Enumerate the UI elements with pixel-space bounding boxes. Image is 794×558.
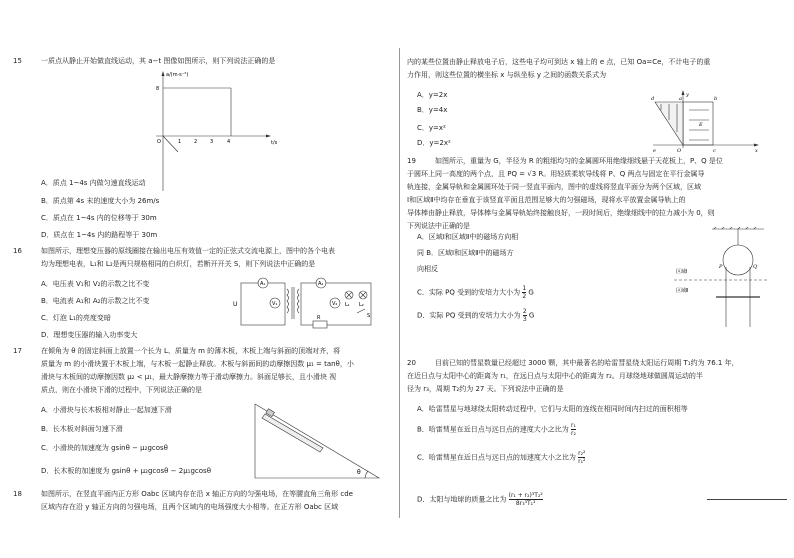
q18-x-label: x xyxy=(755,148,758,152)
q20-d-denominator: 8r₃³T₁² xyxy=(509,499,543,507)
q19-d-numerator: 2 xyxy=(522,308,527,315)
q18-stem xyxy=(13,488,353,514)
q19-option-d xyxy=(417,308,534,323)
q15-x-label: t/s xyxy=(271,140,278,146)
q16-v1-label: V₁ xyxy=(272,301,278,307)
q16-r-label: R xyxy=(317,315,321,321)
q19-option-c xyxy=(417,285,534,300)
q19-option-c-fraction xyxy=(522,285,526,300)
q15-x-tick-1: 1 xyxy=(178,139,182,145)
q15-x-tick-4: 4 xyxy=(227,139,231,145)
q19-c-denominator: 2 xyxy=(522,293,527,300)
q19-text-2: 于圆环上同一高度的两个点，且 PQ = √3 R。用轻质柔软导线将 P、Q 两点与固定在平行金属导 xyxy=(407,170,705,178)
q19-stem xyxy=(407,155,723,233)
q19-option-b: 同 B．区域Ⅰ和区域Ⅱ中的磁场方 xyxy=(417,249,514,257)
q18-continued-stem xyxy=(407,56,710,82)
q20-option-a: A．哈雷彗星与地球绕太阳转动过程中，它们与太阳的连线在相同时间内扫过的面积相等 xyxy=(417,405,688,413)
q20-text-2: 在近日点与太阳中心的距离为 r₁，在远日点与太阳中心的距离为 r₂。月球绕地球做圆周运动的半 xyxy=(407,372,703,380)
q19-text-6: 下列说法中正确的是 xyxy=(407,222,470,230)
q19-option-b-cont: 向相反 xyxy=(417,265,438,273)
q18-text-3: 内的某些位置由静止释放电子后，这些电子均可到达 x 轴上的 e 点，已知 Oa=Ce，不计电子的重 xyxy=(407,58,711,66)
q17-text-3: 滑块与木板间的动摩擦因数 μ₂ < μ₁，最大静摩擦力等于滑动摩擦力。斜面足够长，且小滑块 视 xyxy=(41,373,337,381)
q15-x-tick-3: 3 xyxy=(210,139,214,145)
q19-option-c-text: C．实际 PQ 受到的安培力大小为 xyxy=(417,288,521,297)
q19-text-1: 如图所示，重量为 G，半径为 R 的粗细均匀的金属圆环用绝缘细线悬于天花板上，P、Q 是位 xyxy=(435,157,723,165)
q17-option-d: D．长木板的加速度为 gsinθ + μ₂gcosθ − 2μ₁gcosθ xyxy=(41,467,211,475)
q20-option-b-text: B．哈雷彗星在近日点与远日点的速度大小之比为 xyxy=(417,425,569,434)
q16-l1-label: L₁ xyxy=(345,302,350,308)
q20-c-numerator: r₂² xyxy=(578,450,586,457)
q18-a-label: a xyxy=(679,96,682,102)
q15-y-tick: 8 xyxy=(156,86,160,92)
q16-option-c: C．灯泡 L₁的亮度变暗 xyxy=(41,314,111,322)
q20-option-b-fraction xyxy=(571,422,576,437)
q15-option-c: C．质点在 1~4s 内的位移等于 30m xyxy=(41,214,157,222)
q20-option-c xyxy=(417,450,585,465)
q17-option-c: C．小滑块的加速度为 gsinθ − μ₂gcosθ xyxy=(41,444,168,452)
q18-text-2: 区域内存在沿 y 轴正方向的匀强电场，且两个区域内的电场强度大小相等。在正方形 Oabc 区域 xyxy=(41,503,339,511)
q19-text-3: 轨连接，金属导轨和金属圆环处于同一竖直平面内，图中的虚线将竖直平面分为两个区域，区域 xyxy=(407,183,701,191)
q17-text-2: 质量为 m 的小滑块置于木板上端，与木板一起静止释放。木板与斜面间的动摩擦因数 μ₁ = tanθ，小 xyxy=(41,360,354,368)
q17-stem xyxy=(13,345,354,397)
q17-option-a: A．小滑块与长木板相对静止一起加速下滑 xyxy=(41,406,172,414)
q16-stem xyxy=(13,245,335,271)
q20-b-denominator: r₂ xyxy=(571,430,576,437)
q18-e-label: e xyxy=(653,148,656,152)
q19-region2-label: 区域Ⅱ xyxy=(676,288,689,294)
q20-option-b xyxy=(417,422,576,437)
q15-option-b: B．质点第 4s 末的速度大小为 26m/s xyxy=(41,197,160,205)
q15-option-a: A．质点 1~4s 内做匀速直线运动 xyxy=(41,179,146,187)
q18-option-d: D．y=2x² xyxy=(417,139,451,147)
q16-number: 16 xyxy=(13,247,22,255)
q15-number: 15 xyxy=(13,57,22,65)
q17-number: 17 xyxy=(13,347,22,355)
q19-text-5: 导体棒由静止释放，导体棒与金属导轨始终接触良好，一段时间后，绝缘细线中的拉力减小为 0，则 xyxy=(407,209,715,217)
q18-field-figure xyxy=(643,90,763,152)
q17-theta-label: θ xyxy=(357,469,361,476)
q20-number: 20 xyxy=(407,359,416,367)
q15-at-graph xyxy=(138,66,288,196)
q19-c-numerator: 1 xyxy=(522,285,527,292)
q18-text-4: 力作用，则这些位置的横坐标 x 与纵坐标 y 之间的函数关系式为 xyxy=(407,71,607,79)
q15-y-label: a/(m·s⁻²) xyxy=(166,72,189,78)
q18-option-c: C．y=x² xyxy=(417,124,446,132)
q15-stem xyxy=(13,56,275,66)
q20-option-c-fraction xyxy=(578,450,585,465)
q20-option-d xyxy=(417,492,543,507)
q19-region1-label: 区域Ⅰ xyxy=(676,269,688,275)
q19-number: 19 xyxy=(407,157,416,165)
q20-stem xyxy=(407,357,739,396)
q19-q-label: Q xyxy=(753,264,758,270)
q16-option-a: A．电压表 V₁和 V₂的示数之比不变 xyxy=(41,280,150,288)
q16-v2-label: V₂ xyxy=(332,301,338,307)
q17-text-1: 在倾角为 θ 的固定斜面上放置一个长为 L、质量为 m 的薄木板，木板上端与斜面的顶端对齐，将 xyxy=(41,347,341,355)
q19-option-d-fraction xyxy=(523,308,527,323)
q16-text-1: 如图所示，理想变压器的原线圈接在输出电压有效值一定的正弦式交流电源上，图中的各个电表 xyxy=(41,247,335,255)
q20-option-d-fraction xyxy=(509,492,543,507)
q16-option-d: D．理想变压器的输入功率变大 xyxy=(41,331,138,339)
q20-c-denominator: r₁² xyxy=(578,458,586,465)
q15-origin: O xyxy=(157,139,161,145)
q16-circuit xyxy=(231,275,381,333)
q20-d-numerator: (r₁ + r₂)³T₂² xyxy=(508,492,543,499)
q16-u-label: U xyxy=(233,301,238,308)
q19-option-d-g: G xyxy=(528,311,535,320)
q18-number: 18 xyxy=(13,490,22,498)
q16-l2-label: L₂ xyxy=(359,302,364,308)
q20-b-numerator: r₁ xyxy=(571,422,576,429)
q19-d-denominator: 3 xyxy=(522,316,527,323)
q18-e-field-label: E xyxy=(699,122,703,128)
q15-text: 一质点从静止开始做直线运动，其 a−t 图像如图所示，则下列说法正确的是 xyxy=(41,57,276,65)
q18-b-label: b xyxy=(714,96,718,102)
q16-text-2: 均为理想电表，L₁和 L₂是两只规格相同的白炽灯，若断开开关 S，则下列说法中正确的是 xyxy=(41,260,316,268)
q18-option-a: A．y=2x xyxy=(417,91,448,99)
q16-a1-label: A₁ xyxy=(260,281,266,287)
q17-incline-figure xyxy=(253,402,383,482)
q20-text-1: 目前已知的彗星数量已经超过 3000 颗，其中最著名的哈雷彗星绕太阳运行周期 T₁约为 76.1 年， xyxy=(435,359,739,367)
q20-option-c-text: C．哈雷彗星在近日点与远日点的加速度大小之比为 xyxy=(417,453,576,462)
q18-option-b: B．y=4x xyxy=(417,106,448,114)
q17-text-4: 质点，则在小滑块下滑的过程中，下列说法正确的是 xyxy=(41,386,202,394)
q16-s-label: S xyxy=(367,313,371,319)
q15-option-d: D．质点在 1~4s 内的路程等于 30m xyxy=(41,231,158,239)
q19-option-d-text: D．实际 PQ 受到的安培力大小为 xyxy=(417,311,521,320)
q19-text-4: Ⅰ和区域Ⅱ中均存在垂直于该竖直平面且范围足够大的匀强磁场，现将水平放置金属导轨上的 xyxy=(407,196,686,204)
q20-option-d-text: D．太阳与地球的质量之比为 xyxy=(417,495,507,504)
q15-x-tick-2: 2 xyxy=(194,139,198,145)
q16-a2-label: A₂ xyxy=(318,281,324,287)
q19-ring-figure xyxy=(672,227,772,332)
column-divider xyxy=(399,48,400,518)
q18-y-label: y xyxy=(686,92,689,98)
q20-text-3: 径为 r₃，周期 T₂约为 27 天。下列说法中正确的是 xyxy=(407,385,564,393)
q19-option-a: A．区域Ⅰ和区域Ⅱ中的磁场方向相 xyxy=(417,233,519,241)
q19-p-label: P xyxy=(719,264,723,270)
q19-option-c-g: G xyxy=(528,288,534,297)
q18-c-label: c xyxy=(713,148,716,152)
q18-text-1: 如图所示，在竖直平面内正方形 Oabc 区域内存在沿 x 轴正方向的匀强电场，在等腰直角三角形 cde xyxy=(41,490,353,498)
q18-d-label: d xyxy=(651,96,655,102)
q18-origin-label: O xyxy=(677,148,682,152)
page-bottom-rule xyxy=(707,499,787,500)
q16-option-b: B．电流表 A₁和 A₂的示数之比不变 xyxy=(41,297,150,305)
q17-option-b: B．长木板对斜面匀速下滑 xyxy=(41,425,123,433)
